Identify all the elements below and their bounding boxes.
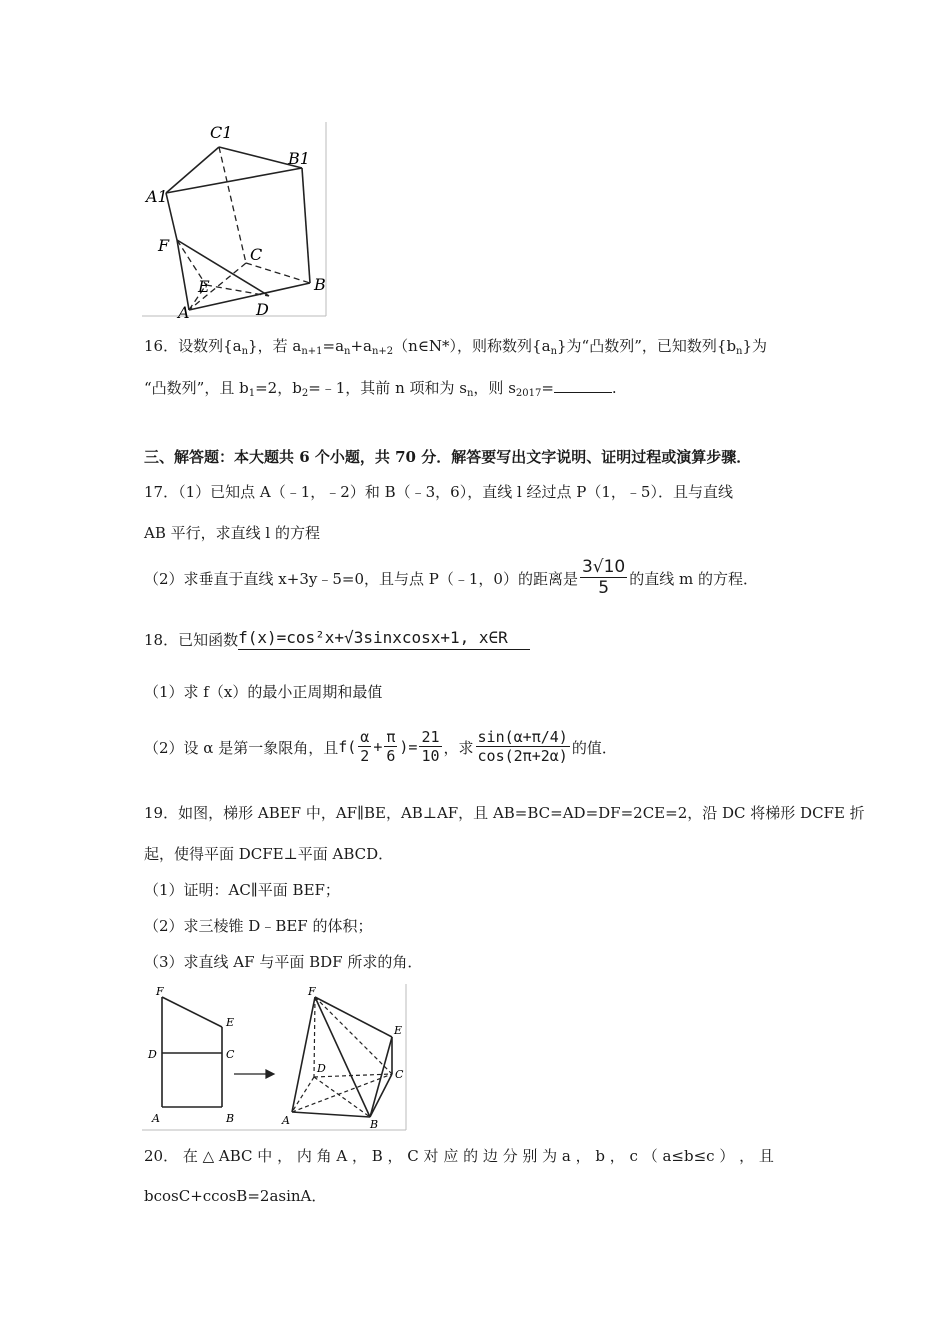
question-19-line2: 起，使得平面 DCFE⊥平面 ABCD． [144,845,394,863]
question-19-part2: （2）求三棱锥 D﹣BEF 的体积； [144,917,373,935]
question-17-line3: （2）求垂直于直线 x+3y﹣5=0，且与点 P（﹣1，0）的距离是 $\frac{3√10}{5}$ 的直线 m 的方程． [144,557,759,598]
question-20-line2: bcosC+ccosB=2asinA． [144,1187,327,1205]
question-19-part3: （3）求直线 AF 与平面 BDF 所求的角． [144,953,423,971]
label-c1: C1 [210,123,233,142]
label-a1: A1 [146,187,168,206]
question-16-line1: 16．设数列$\{a_n\}$，若 $a_{n+1}=a_n+a_{n+2}(n\in N*)$，则称数列$\{a_n\}$为“凸数列”，已知数列$\{b_n\}$为 [144,337,768,357]
question-17-line1: 17．（1）已知点 A（﹣1，﹣2）和 B（﹣3，6），直线 l 经过点 P（1，﹣5）．且与直线 [144,483,733,501]
left-label-f: F [156,985,164,998]
section-3-heading: 三、解答题：本大题共 6 个小题，共 70 分．解答要写出文字说明、证明过程或演算步骤． [144,448,752,466]
right-label-f: F [308,985,316,998]
left-label-a: A [152,1112,160,1125]
question-17-line2: AB 平行，求直线 l 的方程 [144,524,320,542]
question-16-line2: “凸数列”，且 $b_1=2$，$b_2=﹣1$，其前 n 项和为 $s_n$，则 $s_{2017}=$ . [144,379,617,399]
function-formula: f(x)=cos²x+√3sinxcosx+1, x∈R [238,628,530,650]
folding-figure [142,982,408,1132]
question-20-line1: 20． 在 △ ABC 中 ， 内 角 A ， B ， C 对 应 的 边 分 别 为 a ， b ， c （ a≤b≤c ） ， 且 [144,1147,774,1165]
target-expression: $\frac{\sin(\alpha+\pi/4)}{\cos(2\pi+2\alpha)}$ [477,728,568,765]
label-c: C [250,245,263,264]
right-label-b: B [370,1118,379,1131]
label-f: F [158,236,170,255]
question-18-part1: （1）求 f（x）的最小正周期和最值 [144,683,383,701]
prism-figure [142,120,330,318]
arrow-icon [234,1070,274,1078]
question-19-line1: 19．如图，梯形 ABEF 中，AF∥BE，AB⊥AF，且 AB=BC=AD=DF=2CE=2，沿 DC 将梯形 DCFE 折 [144,804,865,822]
question-19-part1: （1）证明：AC∥平面 BEF； [144,881,340,899]
right-label-d: D [317,1062,326,1075]
label-a: A [178,303,190,318]
left-label-d: D [148,1048,157,1061]
left-label-e: E [226,1016,235,1029]
answer-blank [554,391,612,393]
label-b: B [314,275,326,294]
distance-fraction: $\frac{3√10}{5}$ [581,557,626,598]
label-b1: B1 [288,149,310,168]
label-e: E [198,277,210,296]
right-label-c: C [395,1068,404,1081]
right-label-a: A [282,1114,290,1127]
condition-formula: f( $\frac{\alpha}{2}$ + $\frac{\pi}{6}$ )= $\frac{21}{10}$ [338,728,440,765]
question-18-line1: 18．已知函数 f(x)=cos²x+√3sinxcosx+1, x∈R [144,620,530,650]
left-label-c: C [226,1048,235,1061]
label-d: D [256,300,269,318]
question-18-part2: （2）设 α 是第一象限角，且 f( $\frac{\alpha}{2}$ + $\frac{\pi}{6}$ )= $\frac{21}{10}$ ，求 $\frac{\sin(\alpha+\pi/4)}{\cos(2\pi+2\alpha)}$ 的值． [144,728,617,765]
left-label-b: B [226,1112,235,1125]
right-label-e: E [394,1024,403,1037]
